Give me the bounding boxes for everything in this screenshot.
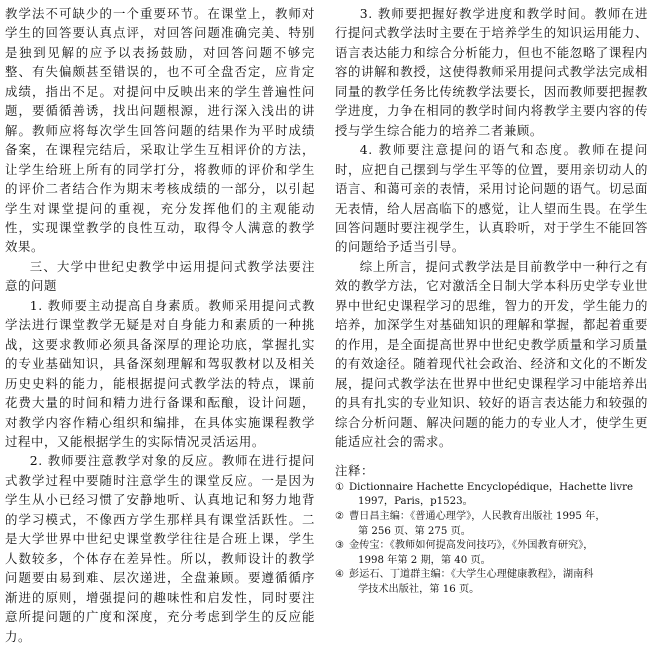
footnote-item — [335, 481, 648, 510]
footnote-marker: ④ — [335, 569, 344, 581]
left-column — [5, 4, 315, 646]
right-column — [335, 4, 648, 598]
footnote-list — [335, 481, 648, 598]
footnote-item — [335, 539, 648, 568]
footnote-item — [335, 510, 648, 539]
footnote-text-continued: 第 256 页、第 275 页。 — [358, 525, 471, 537]
left-paragraph-1: 教学法不可缺少的一个重要环节。在课堂上，教师对学生的回答要认真点评，对回答问题准确完美、特别是独到见解的应予以表扬鼓励，对回答问题不够完整、有失偏颇甚至错误的，也不可全盘否定，应肯定成绩，指出不足。对提问中反映出来的学生普遍性问题，要循循善诱，找出问题根源，进行深入浅出的讲解。教师应将每次学生回答问题的结果作为平时成绩备案，在课程完结后，采取让学生互相评价的方法，让学生给班上所有的同学打分，将教师的评价和学生的评价二者结合作为期末考核成绩的一部分，以引起学生对课堂提问的重视，充分发挥他们的主观能动性，实现课堂教学的良性互动，取得令人满意的教学效果。 — [5, 6, 315, 255]
left-paragraph-point-1: 1. 教师要主动提高自身素质。教师采用提问式教学法进行课堂教学无疑是对自身能力和素质的一种挑战，这要求教师必须具备深厚的理论功底，掌握扎实的专业基础知识，具备深刻理解和驾驭教材以及相关历史史料的能力，能根据提问式教学法的特点，课前花费大量的时间和精力进行备课和酝酿，设计问题，对教学内容作精心组织和编排，在具体实施课程教学过程中，又能根据学生的实际情况灵活运用。 — [5, 297, 315, 449]
section-heading: 三、大学中世纪史教学中运用提问式教学法要注意的问题 — [5, 258, 315, 294]
footnote-text-continued: 1997，Paris，p1523。 — [358, 496, 473, 508]
right-paragraph-point-4: 4. 教师要注意提问的语气和态度。教师在提问时，应把自己摆到与学生平等的位置，要用亲切动人的语言、和蔼可亲的表情，采用讨论问题的语气。切忌面无表情，给人居高临下的感觉，让人望而生畏。在学生回答问题时要注视学生，认真聆听，对于学生不能回答的问题给予适当引导。 — [335, 142, 648, 255]
footnote-text: 金传宝：《教师如何提高发问技巧》，《外国教育研究》， — [349, 540, 594, 552]
right-paragraph-conclusion: 综上所言，提问式教学法是目前教学中一种行之有效的教学方法，它对激活全日制大学本科历史学专业世界中世纪史课程学习的思维，智力的开发，学生能力的培养，加深学生对基础知识的理解和掌握，都起着重要的作用，是全面提高世界中世纪史教学质量和学习质量的有效途径。随着现代社会政治、经济和文化的不断发展，提问式教学法在世界中世纪史课程学习中能培养出的具有扎实的专业知识、较好的语言表达能力和较强的综合分析问题、解决问题的能力的专业人才，使学生更能适应社会的需求。 — [335, 258, 648, 449]
footnote-marker: ① — [335, 481, 344, 493]
footnote-text-continued: 1998 年第 2 期，第 40 页。 — [358, 554, 491, 566]
footnote-marker: ② — [335, 511, 344, 523]
footnote-text: 彭运石、丁道群主编：《大学生心理健康教程》，湖南科 — [349, 569, 594, 581]
footnote-text-continued: 学技术出版社，第 16 页。 — [358, 584, 480, 596]
footnote-marker: ③ — [335, 540, 344, 552]
footnotes-label: 注释： — [335, 463, 374, 479]
footnote-item — [335, 568, 648, 597]
left-paragraph-point-2: 2. 教师要注意教学对象的反应。教师在进行提问式教学过程中要随时注意学生的课堂反应。一是因为学生从小已经习惯了安静地听、认真地记和努力地背的学习模式，不像西方学生那样具有课堂活跃性。二是大学世界中世纪史课堂教学往往是合班上课，学生人数较多，个体存在差异性。所以，教师设计的教学问题要由易到难、层次递进，全盘兼顾。要遵循循序渐进的原则，增强提问的趣味性和启发性，同时要注意所提问题的广度和深度，充分考虑到学生的反应能力。 — [5, 453, 315, 644]
footnote-text: Dictionnaire Hachette Encyclopédique，Hachette livre — [349, 481, 633, 493]
footnotes — [335, 461, 648, 597]
right-paragraph-point-3: 3. 教师要把握好教学进度和教学时间。教师在进行提问式教学法时主要在于培养学生的知识运用能力、语言表达能力和综合分析能力，但也不能忽略了课程内容的讲解和教授，这使得教师采用提问式教学法完成相同量的教学任务比传统教学法要长，因而教师要把握教学进度，力争在相同的教学时间内将教学主要内容的传授与学生综合能力的培养二者兼顾。 — [335, 6, 648, 138]
footnote-text: 曹日昌主编：《普通心理学》，人民教育出版社 1995 年， — [349, 511, 606, 523]
